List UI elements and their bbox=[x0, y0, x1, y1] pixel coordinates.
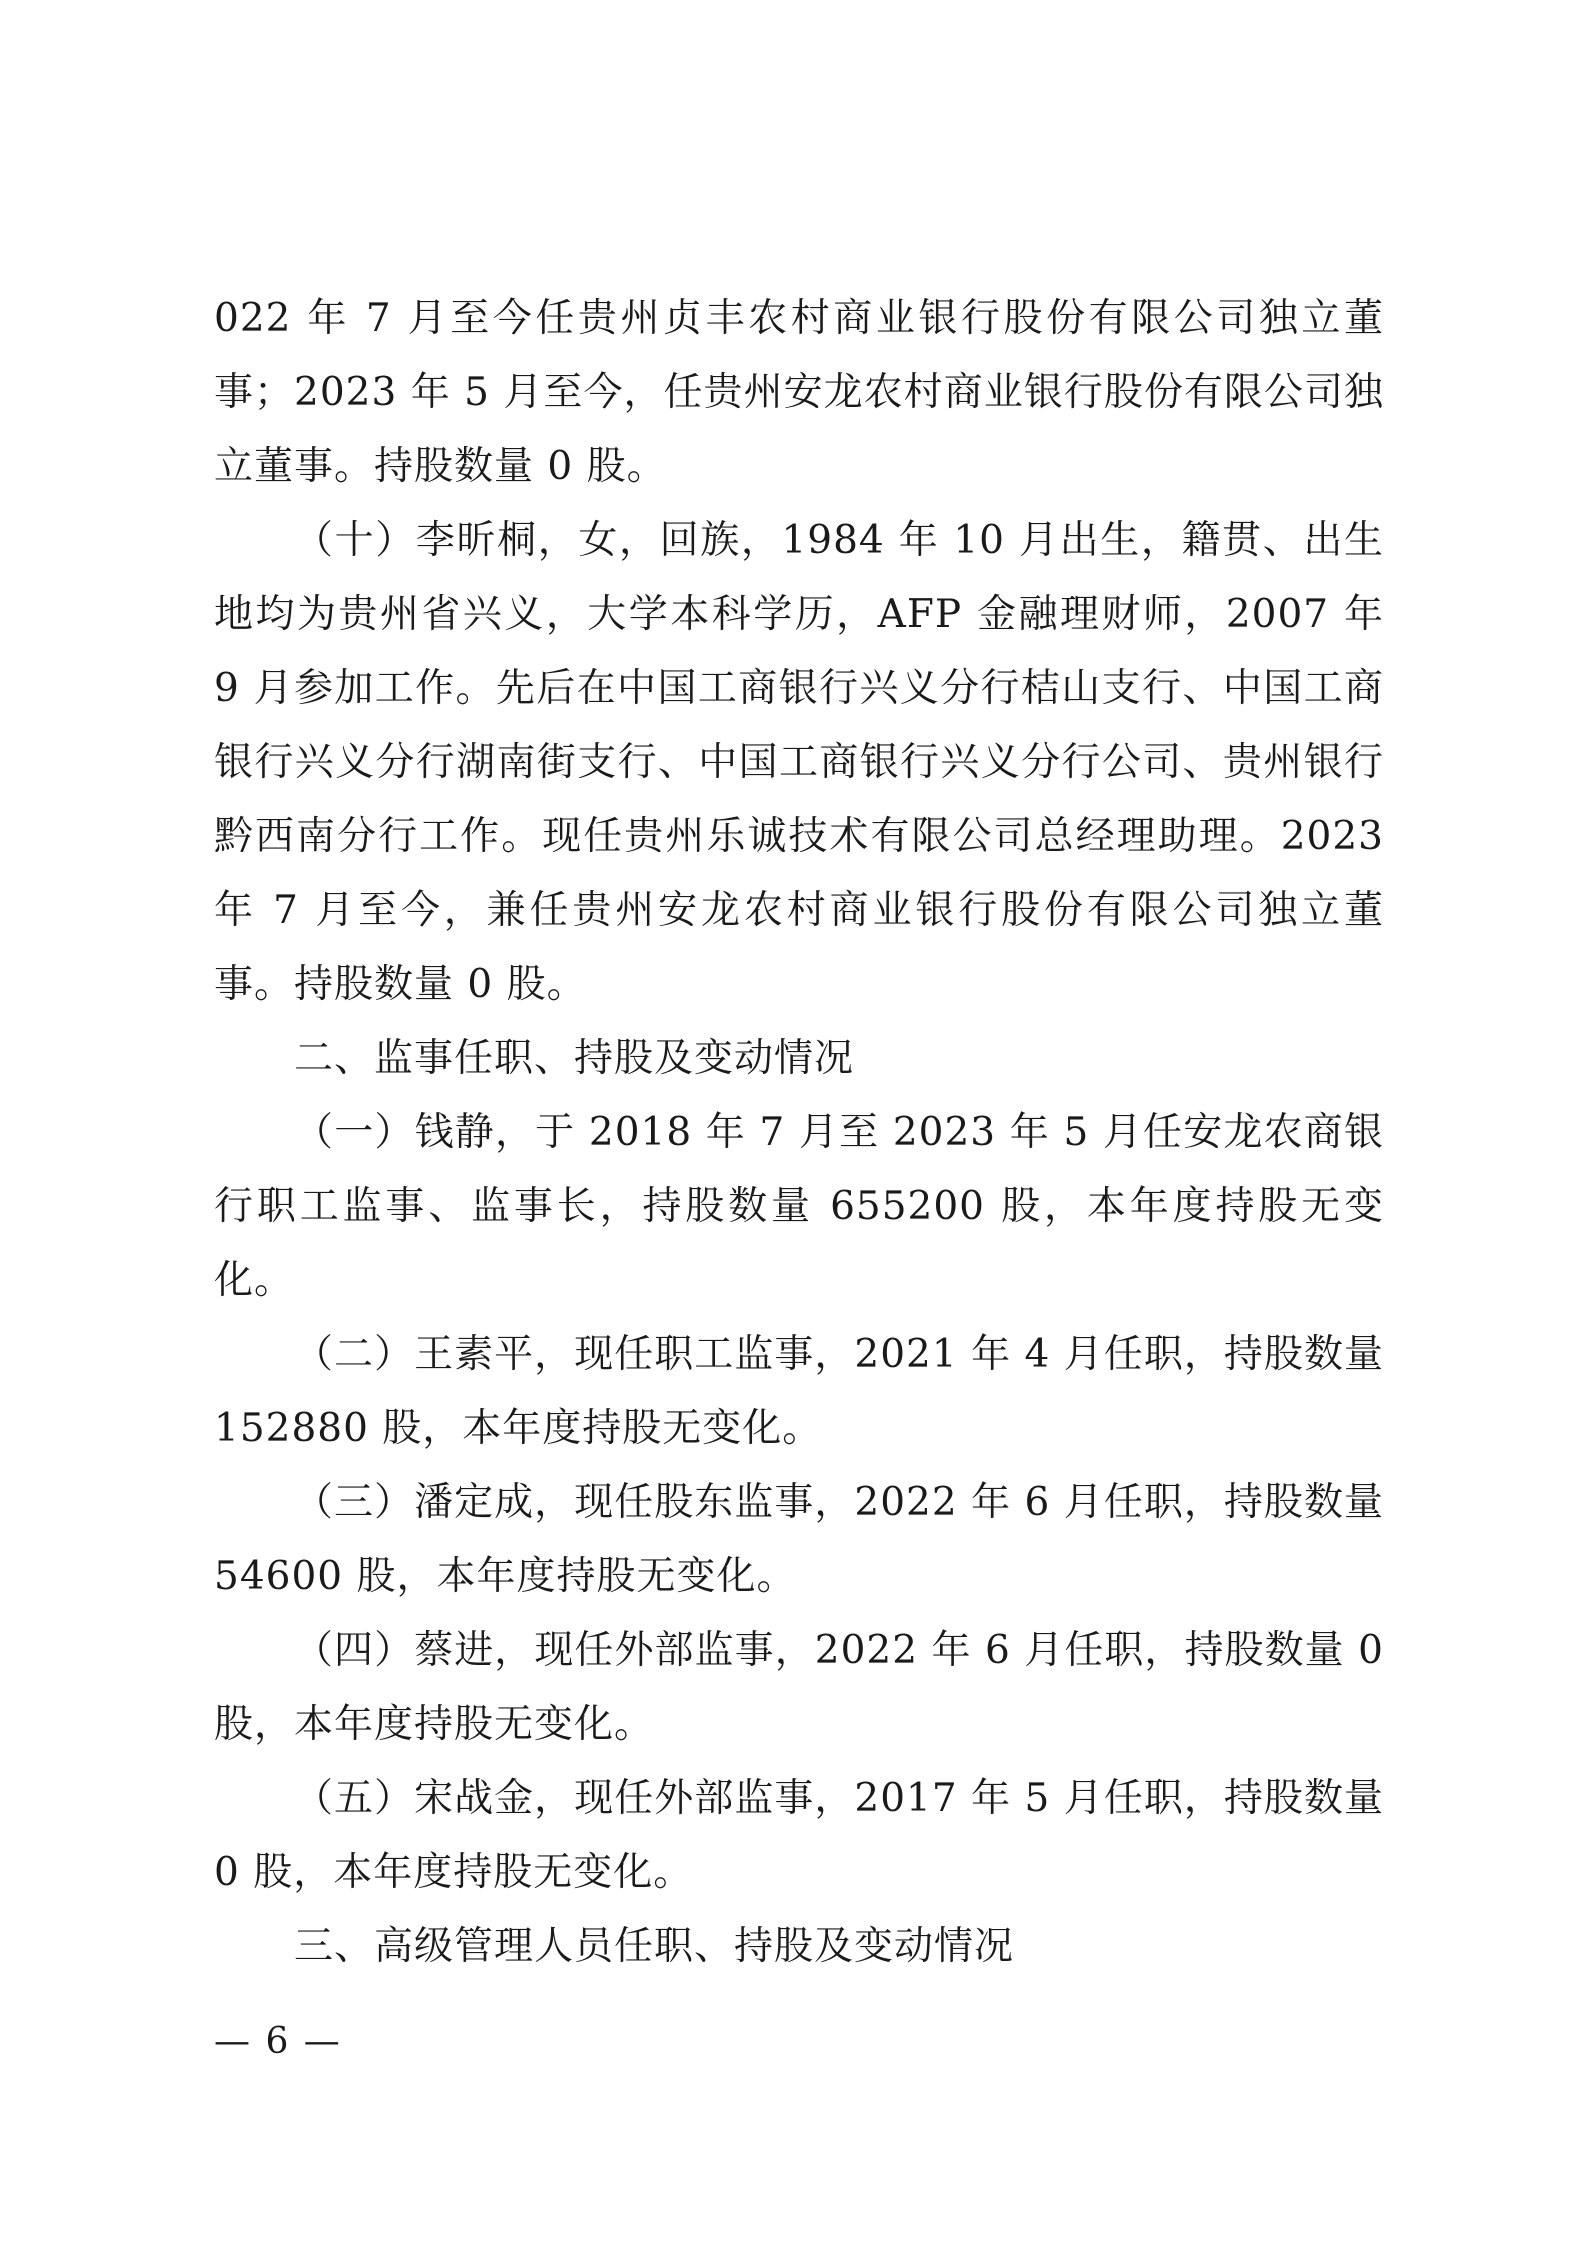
paragraph-supervisor-1: （一）钱静，于 2018 年 7 月至 2023 年 5 月任安龙农商银行职工监事、监事长，持股数量 655200 股，本年度持股无变化。 bbox=[214, 1110, 1384, 1303]
page-number: — 6 — bbox=[214, 2021, 342, 2062]
paragraph-supervisor-3: （三）潘定成，现任股东监事，2022 年 6 月任职，持股数量 54600 股，本年度持股无变化。 bbox=[214, 1480, 1384, 1599]
paragraph-director-li-xintong: （十）李昕桐，女，回族，1984 年 10 月出生，籍贯、出生地均为贵州省兴义，大学本科学历，AFP 金融理财师，2007 年 9 月参加工作。先后在中国工商银行兴义分行桔山支行、中国工商银行兴义分行湖南街支行、中国工商银行兴义分行公司、贵州银行黔西南分行工作。现任贵州乐诚技术有限公司总经理助理。2023 年 7 月至今，兼任贵州安龙农村商业银行股份有限公司独立董事。持股数量 0 股。 bbox=[214, 518, 1384, 1007]
paragraph-supervisor-5: （五）宋战金，现任外部监事，2017 年 5 月任职，持股数量 0 股，本年度持股无变化。 bbox=[214, 1776, 1384, 1895]
section-heading-supervisors: 二、监事任职、持股及变动情况 bbox=[294, 1036, 855, 1081]
section-heading-senior-management: 三、高级管理人员任职、持股及变动情况 bbox=[294, 1924, 1015, 1969]
paragraph-supervisor-4: （四）蔡进，现任外部监事，2022 年 6 月任职，持股数量 0 股，本年度持股无变化。 bbox=[214, 1628, 1384, 1747]
document-body bbox=[214, 282, 1384, 1984]
paragraph-supervisor-2: （二）王素平，现任职工监事，2021 年 4 月任职，持股数量 152880 股，本年度持股无变化。 bbox=[214, 1332, 1384, 1451]
paragraph-continued-director-bio: 022 年 7 月至今任贵州贞丰农村商业银行股份有限公司独立董事；2023 年 5 月至今，任贵州安龙农村商业银行股份有限公司独立董事。持股数量 0 股。 bbox=[214, 296, 1384, 489]
